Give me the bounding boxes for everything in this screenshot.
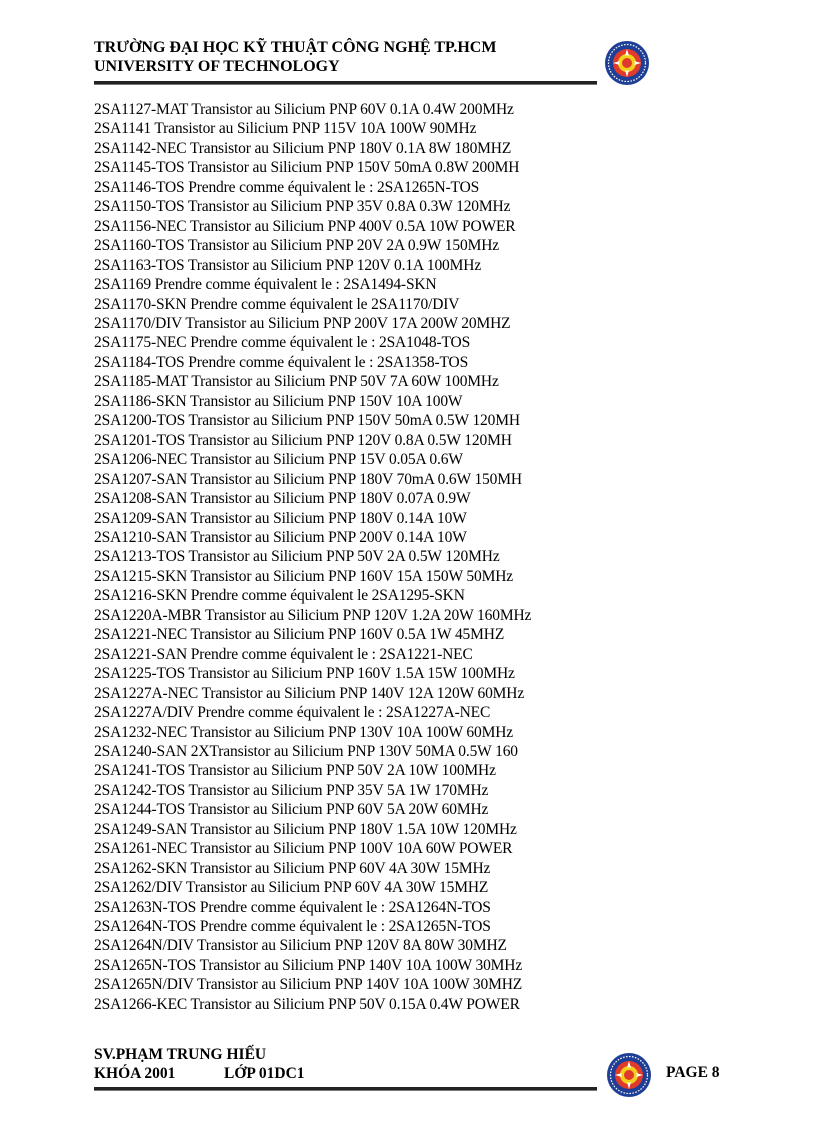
- list-item: 2SA1170/DIV Transistor au Silicium PNP 200V 17A 200W 20MHZ: [94, 314, 511, 332]
- list-item: 2SA1145-TOS Transistor au Silicium PNP 150V 50mA 0.8W 200MH: [94, 159, 520, 177]
- list-item: 2SA1206-NEC Transistor au Silicium PNP 15V 0.05A 0.6W: [94, 451, 463, 469]
- list-item: 2SA1213-TOS Transistor au Silicium PNP 50V 2A 0.5W 120MHz: [94, 548, 500, 566]
- list-item: 2SA1249-SAN Transistor au Silicium PNP 180V 1.5A 10W 120MHz: [94, 820, 517, 838]
- list-item: 2SA1170-SKN Prendre comme équivalent le 2SA1170/DIV: [94, 295, 460, 313]
- list-item: 2SA1265N/DIV Transistor au Silicium PNP 140V 10A 100W 30MHZ: [94, 976, 523, 994]
- course-info: [94, 1064, 305, 1083]
- list-item: 2SA1263N-TOS Prendre comme équivalent le : 2SA1264N-TOS: [94, 898, 491, 916]
- list-item: 2SA1241-TOS Transistor au Silicium PNP 50V 2A 10W 100MHz: [94, 762, 496, 780]
- list-item: 2SA1200-TOS Transistor au Silicium PNP 150V 50mA 0.5W 120MH: [94, 412, 520, 430]
- list-item: 2SA1186-SKN Transistor au Silicium PNP 150V 10A 100W: [94, 392, 463, 410]
- list-item: 2SA1227A-NEC Transistor au Silicium PNP 140V 12A 120W 60MHz: [94, 684, 525, 702]
- course-year: KHÓA 2001: [94, 1065, 176, 1082]
- footer-divider: [94, 1087, 597, 1091]
- class-name: LỚP 01DC1: [224, 1065, 305, 1082]
- list-item: 2SA1216-SKN Prendre comme équivalent le 2SA1295-SKN: [94, 587, 465, 605]
- list-item: 2SA1169 Prendre comme équivalent le : 2SA1494-SKN: [94, 276, 437, 294]
- list-item: 2SA1264N-TOS Prendre comme équivalent le : 2SA1265N-TOS: [94, 918, 491, 936]
- list-item: 2SA1160-TOS Transistor au Silicium PNP 20V 2A 0.9W 150MHz: [94, 237, 499, 255]
- list-item: 2SA1209-SAN Transistor au Silicium PNP 180V 0.14A 10W: [94, 509, 467, 527]
- list-item: 2SA1262/DIV Transistor au Silicium PNP 60V 4A 30W 15MHZ: [94, 879, 489, 897]
- list-item: 2SA1227A/DIV Prendre comme équivalent le : 2SA1227A-NEC: [94, 704, 491, 722]
- list-item: 2SA1265N-TOS Transistor au Silicium PNP 140V 10A 100W 30MHz: [94, 956, 523, 974]
- list-item: 2SA1175-NEC Prendre comme équivalent le : 2SA1048-TOS: [94, 334, 471, 352]
- list-item: 2SA1156-NEC Transistor au Silicium PNP 400V 0.5A 10W POWER: [94, 217, 516, 235]
- list-item: 2SA1220A-MBR Transistor au Silicium PNP 120V 1.2A 20W 160MHz: [94, 606, 532, 624]
- page-number: PAGE 8: [666, 1064, 720, 1081]
- list-item: 2SA1150-TOS Transistor au Silicium PNP 35V 0.8A 0.3W 120MHz: [94, 198, 511, 216]
- list-item: 2SA1127-MAT Transistor au Silicium PNP 60V 0.1A 0.4W 200MHz: [94, 101, 514, 118]
- list-item: 2SA1185-MAT Transistor au Silicium PNP 50V 7A 60W 100MHz: [94, 373, 499, 391]
- list-item: 2SA1142-NEC Transistor au Silicium PNP 180V 0.1A 8W 180MHZ: [94, 139, 512, 157]
- list-item: 2SA1163-TOS Transistor au Silicium PNP 120V 0.1A 100MHz: [94, 256, 482, 274]
- header-divider: [94, 81, 597, 85]
- list-item: 2SA1262-SKN Transistor au Silicium PNP 60V 4A 30W 15MHz: [94, 859, 491, 877]
- list-item: 2SA1215-SKN Transistor au Silicium PNP 160V 15A 150W 50MHz: [94, 567, 514, 585]
- list-item: 2SA1146-TOS Prendre comme équivalent le : 2SA1265N-TOS: [94, 178, 480, 196]
- list-item: 2SA1210-SAN Transistor au Silicium PNP 200V 0.14A 10W: [94, 528, 467, 546]
- list-item: 2SA1240-SAN 2XTransistor au Silicium PNP 130V 50MA 0.5W 160: [94, 742, 518, 760]
- component-list: [94, 100, 784, 1014]
- university-seal-icon: [604, 40, 650, 86]
- list-item: 2SA1242-TOS Transistor au Silicium PNP 35V 5A 1W 170MHz: [94, 781, 489, 799]
- list-item: 2SA1207-SAN Transistor au Silicium PNP 180V 70mA 0.6W 150MH: [94, 470, 522, 488]
- university-seal-icon: [606, 1052, 652, 1098]
- list-item: 2SA1264N/DIV Transistor au Silicium PNP 120V 8A 80W 30MHZ: [94, 937, 507, 955]
- list-item: 2SA1201-TOS Transistor au Silicium PNP 120V 0.8A 0.5W 120MH: [94, 431, 512, 449]
- list-item: 2SA1141 Transistor au Silicium PNP 115V 10A 100W 90MHz: [94, 120, 477, 138]
- list-item: 2SA1221-SAN Prendre comme équivalent le : 2SA1221-NEC: [94, 645, 473, 663]
- list-item: 2SA1184-TOS Prendre comme équivalent le : 2SA1358-TOS: [94, 353, 469, 371]
- list-item: 2SA1208-SAN Transistor au Silicium PNP 180V 0.07A 0.9W: [94, 490, 471, 508]
- university-name-vn: TRƯỜNG ĐẠI HỌC KỸ THUẬT CÔNG NGHỆ TP.HCM: [94, 39, 497, 56]
- list-item: 2SA1232-NEC Transistor au Silicium PNP 130V 10A 100W 60MHz: [94, 723, 514, 741]
- student-name: SV.PHẠM TRUNG HIẾU: [94, 1046, 267, 1063]
- page-footer: [94, 1045, 305, 1083]
- list-item: 2SA1225-TOS Transistor au Silicium PNP 160V 1.5A 15W 100MHz: [94, 665, 515, 683]
- list-item: 2SA1266-KEC Transistor au Silicium PNP 50V 0.15A 0.4W POWER: [94, 995, 520, 1013]
- list-item: 2SA1244-TOS Transistor au Silicium PNP 60V 5A 20W 60MHz: [94, 801, 489, 819]
- list-item: 2SA1261-NEC Transistor au Silicium PNP 100V 10A 60W POWER: [94, 840, 513, 858]
- university-name-en: UNIVERSITY OF TECHNOLOGY: [94, 58, 340, 75]
- list-item: 2SA1221-NEC Transistor au Silicium PNP 160V 0.5A 1W 45MHZ: [94, 626, 505, 644]
- page-header: [94, 38, 614, 76]
